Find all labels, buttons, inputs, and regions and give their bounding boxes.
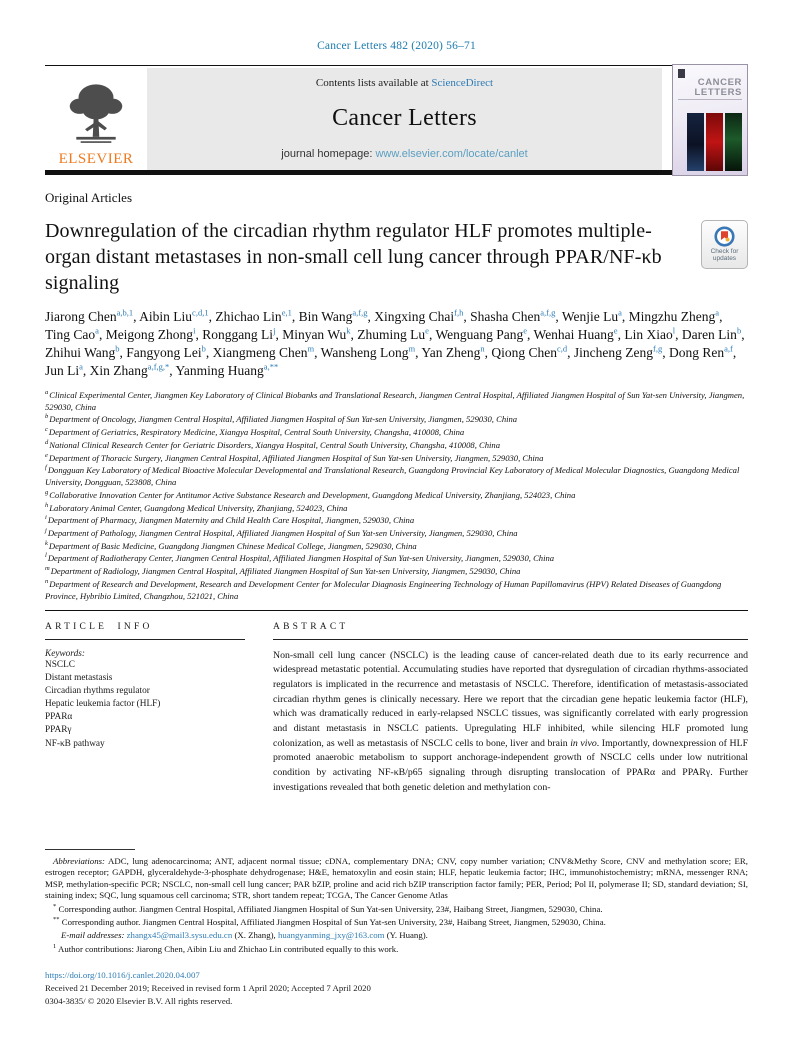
keyword-item <box>45 659 245 672</box>
author-affiliation-sup: m <box>307 343 315 354</box>
affiliation-line <box>45 578 748 603</box>
author-name: Dong Ren <box>668 345 725 361</box>
affiliation-line <box>45 489 748 502</box>
author-separator: , <box>205 345 213 361</box>
author <box>106 327 203 342</box>
author-name: Jincheng Zeng <box>573 345 653 361</box>
author <box>45 345 126 360</box>
author-affiliation-sup: k <box>346 325 351 336</box>
author-separator: , <box>367 309 375 325</box>
author-separator: , <box>119 345 127 361</box>
abstract-part2: . Importantly, downexpression of HLF promoted anaerobic metabolism to support anchorage-independent growth of NSCLC cells under low nutritional condition by activating NF-κB/p65 signaling through disrupting translocation of PPARα and PPARγ. Further investigations revealed that both genetic deletion and methylation con- <box>273 737 749 793</box>
author <box>126 345 212 360</box>
affiliation-line <box>45 413 748 426</box>
author-name: Wansheng Long <box>320 345 409 361</box>
affiliation-text: Department of Pathology, Jiangmen Central Hospital, Affiliated Jiangmen Hospital of Sun Yat-sen University, Jiangmen, 529030, China <box>47 527 518 538</box>
sciencedirect-link[interactable]: ScienceDirect <box>431 77 494 89</box>
cover-title <box>678 78 742 100</box>
author <box>176 363 279 378</box>
affiliation-line <box>45 540 748 553</box>
crossmark-icon <box>714 226 735 247</box>
affiliation-text: Clinical Experimental Center, Jiangmen Key Laboratory of Clinical Biobanks and Translational Research, Jiangmen Central Hospital, Affiliated Jiangmen Hospital of Sun Yat-sen University, Jiangmen, 529030, China <box>45 389 745 412</box>
affiliation-text: Department of Research and Development, Research and Development Center for Molecular Diagnosis Engineering Technology of Human Papillomavirus (HPV) Related Diseases of Guangdong Province, Hybribio Limited, Changzhou, 521021, China <box>45 578 722 601</box>
author-name: Aibin Liu <box>139 309 193 325</box>
affiliation-text: Department of Thoracic Surgery, Jiangmen Central Hospital, Affiliated Jiangmen Hospital of Sun Yat-sen University, Jiangmen, 529030, China <box>48 452 544 463</box>
author-separator: , <box>662 345 669 361</box>
doi-link[interactable]: https://doi.org/10.1016/j.canlet.2020.04.007 <box>45 970 200 981</box>
affiliation-sup: h <box>45 501 49 509</box>
author-separator: , <box>484 345 492 361</box>
author <box>357 327 435 342</box>
author-name: Yanming Huang <box>175 363 264 379</box>
author <box>682 327 745 342</box>
affiliation-line <box>45 389 748 414</box>
author-name: Xiangmeng Chen <box>212 345 308 361</box>
author-separator: , <box>208 309 216 325</box>
author-name: Xingxing Chai <box>374 309 455 325</box>
author-name: Ting Cao <box>45 327 96 343</box>
author-affiliation-sup: a <box>618 307 622 318</box>
corresponding-author-1 <box>45 903 748 916</box>
abstract-column <box>273 611 748 823</box>
cover-panel-blue <box>687 113 704 171</box>
author <box>45 309 139 324</box>
check-updates-label <box>711 248 739 263</box>
author <box>90 363 176 378</box>
keyword-item <box>45 672 245 685</box>
homepage-line <box>281 148 527 160</box>
section-label: Original Articles <box>45 189 133 205</box>
affiliation-sup: a <box>45 388 49 396</box>
author <box>491 345 574 360</box>
title-block <box>45 218 748 297</box>
article-title: Downregulation of the circadian rhythm regulator HLF promotes multiple-organ distant metastases in non-small cell lung cancer through PPAR/NF-κb signaling <box>45 219 662 295</box>
author-name: Yan Zheng <box>421 345 481 361</box>
author-affiliation-sup: e <box>613 325 618 336</box>
author-separator: , <box>719 309 723 325</box>
abstract-rule <box>273 639 748 640</box>
affiliation-sup: k <box>45 539 48 547</box>
author-name: Xin Zhang <box>89 363 148 379</box>
abstract-paragraph <box>273 649 748 796</box>
keywords-list <box>45 659 245 751</box>
email-link-zhang[interactable]: zhangx45@mail3.sysu.edu.cn <box>126 930 233 940</box>
affiliation-text: Dongguan Key Laboratory of Medical Bioactive Molecular Developmental and Translational Research, Guangdong Provincial Key Laboratory of Medical Molecular Diagnostics, Guangdong Medical University, Dongguan, 523808, China <box>45 465 740 488</box>
author-affiliation-sup: n <box>480 343 485 354</box>
elsevier-tree-icon <box>60 80 132 150</box>
affiliation-line <box>45 426 748 439</box>
keyword-item <box>45 711 245 724</box>
author-affiliation-sup: a,f,g <box>540 307 556 318</box>
check-updates-line1: Check for <box>710 247 739 255</box>
corresponding2-marker: ** <box>53 916 60 924</box>
author-affiliation-sup: c,d,1 <box>192 307 209 318</box>
article-info-rule <box>45 639 245 640</box>
article-info-column <box>45 611 245 823</box>
affiliation-sup: b <box>45 413 49 421</box>
keyword-text: Hepatic leukemia factor (HLF) <box>45 699 161 710</box>
author-affiliation-sup: c,d <box>556 343 568 354</box>
author-separator: , <box>463 309 471 325</box>
author-name: Fangyong Lei <box>126 345 202 361</box>
author-affiliation-sup: a <box>79 361 83 372</box>
author-affiliation-sup: a,f,g,* <box>147 361 170 372</box>
author-list <box>45 308 748 380</box>
author-affiliation-sup: l <box>672 325 676 336</box>
author-separator: , <box>350 327 358 343</box>
banner-bottom-bar <box>45 170 748 175</box>
abstract-italic-phrase: in vivo <box>570 737 597 749</box>
keyword-text: NF-κB pathway <box>45 738 105 749</box>
author-name: Wenjie Lu <box>561 309 619 325</box>
author <box>374 309 470 324</box>
author <box>299 309 375 324</box>
check-for-updates-button[interactable] <box>701 220 748 269</box>
author-name: Ronggang Li <box>202 327 274 343</box>
author <box>574 345 669 360</box>
elsevier-wordmark: ELSEVIER <box>58 151 134 167</box>
author <box>669 345 736 360</box>
author-separator: , <box>621 309 629 325</box>
article-info-header: ARTICLE INFO <box>45 621 153 632</box>
author-separator: , <box>291 309 299 325</box>
author-name: Wenguang Pang <box>435 327 524 343</box>
author <box>202 327 282 342</box>
affiliation-line <box>45 452 748 465</box>
affiliation-text: Department of Pharmacy, Jiangmen Maternity and Child Health Care Hospital, Jiangmen, 529030, China <box>47 515 415 526</box>
banner-center <box>147 68 662 170</box>
cover-panel-red <box>706 113 723 171</box>
author-affiliation-sup: e <box>523 325 528 336</box>
author-separator: , <box>428 327 436 343</box>
author-name: Minyan Wu <box>282 327 347 343</box>
author-affiliation-sup: b <box>201 343 206 354</box>
author-separator: , <box>732 345 737 361</box>
author-affiliation-sup: f,h <box>454 307 464 318</box>
author-name: Lin Xiao <box>624 327 673 343</box>
author-affiliation-sup: j <box>273 325 276 336</box>
footnote-separator <box>45 849 135 850</box>
author-contributions-footnote <box>45 943 748 956</box>
keyword-text: Circadian rhythms regulator <box>45 685 150 696</box>
keyword-item <box>45 724 245 737</box>
homepage-label: journal homepage: <box>281 148 373 160</box>
author-affiliation-sup: e <box>425 325 429 336</box>
author-affiliation-sup: a <box>715 307 720 318</box>
check-updates-line2: updates <box>712 255 737 262</box>
author-separator: , <box>98 327 106 343</box>
author <box>282 327 357 342</box>
keyword-text: PPARα <box>45 712 73 723</box>
corresponding2-text: Corresponding author. Jiangmen Central Hospital, Affiliated Jiangmen Hospital of Sun Yat-sen University, 23#, Haibang Street, Jiangmen, 529030, China. <box>59 917 606 928</box>
affiliation-text: National Clinical Research Center for Geriatric Disorders, Xiangya Hospital, Central South University, Changsha, 410008, China <box>49 439 501 450</box>
affiliation-sup: j <box>45 527 47 535</box>
author-separator: , <box>741 327 745 343</box>
author-affiliation-sup: e,1 <box>281 307 292 318</box>
author-name: Zhihui Wang <box>45 345 116 361</box>
journal-citation: Cancer Letters 482 (2020) 56–71 <box>317 40 476 52</box>
elsevier-logo <box>45 68 147 170</box>
info-abstract-section <box>45 611 748 823</box>
author-affiliation-sup: b <box>115 343 120 354</box>
author-name: Bin Wang <box>298 309 353 325</box>
email-link-huang[interactable]: huangyanming_jxy@163.com <box>277 930 385 940</box>
author <box>139 309 215 324</box>
keyword-text: Distant metastasis <box>45 672 113 683</box>
abbreviations-footnote <box>45 856 748 902</box>
author-name: Zhichao Lin <box>215 309 282 325</box>
affiliation-sup: e <box>45 451 48 459</box>
author <box>534 327 625 342</box>
affiliation-line <box>45 527 748 540</box>
author <box>215 309 298 324</box>
author-separator: , <box>415 345 422 361</box>
keyword-text: PPARγ <box>45 725 72 736</box>
email-addresses-line <box>45 930 748 942</box>
author-separator: , <box>527 327 534 343</box>
affiliation-sup: c <box>45 426 48 434</box>
author <box>321 345 422 360</box>
cover-art-panels <box>678 113 742 171</box>
affiliation-text: Department of Geriatrics, Respiratory Medicine, Xiangya Hospital, Central South University, Changsha, 410008, China <box>48 427 465 438</box>
abbreviations-text: ADC, lung adenocarcinoma; ANT, adjacent normal tissue; cDNA, complementary DNA; CNV, copy number variation; CNV&Methy Score, CNV and methylation score; ER, estrogen receptor; GAPDH, glyceraldehyde-3-phosphate dehydrogenase; H&E, hematoxylin and eosin stain; HLF, hepatic leukemia factor; IHC, immunohistochemistry; mRNA, messenger RNA; MSP, methylation-specific PCR; NSCLC, non-small cell lung cancer; PAR bZIP, proline and acid rich bZIP transcription factor family; PER, Period; Pol II, polymerase II; SD, standard deviation; SI, staining index; SQC, lung squamous cell carcinoma; STR, short tandem repeat; TCGA, The Cancer Genome Atlas <box>45 855 748 901</box>
author-name: Zhuming Lu <box>357 327 426 343</box>
abbreviations-label: Abbreviations: <box>53 855 105 866</box>
author <box>629 309 723 324</box>
author-name: Meigong Zhong <box>105 327 194 343</box>
corresponding1-text: Corresponding author. Jiangmen Central Hospital, Affiliated Jiangmen Hospital of Sun Yat-sen University, 23#, Haibang Street, Jiangmen, 529030, China. <box>56 903 603 914</box>
author <box>421 345 491 360</box>
affiliation-line <box>45 552 748 565</box>
keywords-label: Keywords: <box>45 648 85 659</box>
author <box>470 309 562 324</box>
contributions-text: Author contributions: Jiarong Chen, Aibin Liu and Zhichao Lin contributed equally to this work. <box>56 943 399 954</box>
affiliation-line <box>45 439 748 452</box>
affiliation-line <box>45 514 748 527</box>
affiliation-sup: l <box>45 552 47 560</box>
affiliation-sup: d <box>45 438 49 446</box>
affiliation-line <box>45 502 748 515</box>
author-affiliation-sup: a,f <box>724 343 733 354</box>
affiliation-text: Department of Radiotherapy Center, Jiangmen Central Hospital, Affiliated Jiangmen Hospital of Sun Yat-sen University, Jiangmen, 529030, China <box>47 553 555 564</box>
footnote-block <box>45 849 748 956</box>
keyword-item <box>45 738 245 751</box>
cover-title-line2: LETTERS <box>694 86 742 98</box>
author-separator: , <box>195 327 203 343</box>
email2-owner: (Y. Huang). <box>384 930 428 940</box>
author-name: Jun Li <box>45 363 80 379</box>
author <box>45 327 106 342</box>
author-name: Qiong Chen <box>491 345 557 361</box>
affiliation-text: Laboratory Animal Center, Guangdong Medical University, Zhanjiang, 524023, China <box>49 502 348 513</box>
author-separator: , <box>617 327 625 343</box>
copyright-line: 0304-3835/ © 2020 Elsevier B.V. All rights reserved. <box>45 995 233 1006</box>
affiliation-text: Department of Basic Medicine, Guangdong Jiangmen Chinese Medical College, Jiangmen, 529030, China <box>48 540 417 551</box>
footer-block <box>45 969 748 1007</box>
author <box>213 345 321 360</box>
affiliation-sup: m <box>45 565 50 573</box>
author-separator: , <box>169 363 176 379</box>
email1-owner: (X. Zhang), <box>232 930 278 940</box>
keyword-item <box>45 685 245 698</box>
author <box>45 363 90 378</box>
keyword-item <box>45 698 245 711</box>
homepage-link[interactable]: www.elsevier.com/locate/canlet <box>375 148 528 160</box>
author <box>562 309 629 324</box>
affiliation-list <box>45 389 748 603</box>
abstract-part1: Non-small cell lung cancer (NSCLC) is the leading cause of cancer-related death due to its early recurrence and widespread metastatic potential. Accumulating studies have reported that dysregulation of circadian rhythms-associated regulators is implicated in the recurrence and metastasis of NSCLC. Therefore, identification of metastasis-associated circadian rhythm genes is clinically necessary. Here we report that the circadian gene hepatic leukemia factor (HLF), which was dramatically reduced in early-relapsed NSCLC tissues, was significantly correlated with early progression and distant metastasis in NSCLC patients. Upregulating HLF inhibited, while silencing HLF promoted lung colonization, as well as metastasis of NSCLC cells to bone, liver and brain <box>273 649 748 749</box>
author-separator: , <box>82 363 90 379</box>
journal-cover-thumbnail <box>672 64 748 176</box>
contributions-marker: 1 <box>53 942 57 950</box>
author-separator: , <box>275 327 283 343</box>
affiliation-sup: f <box>45 464 47 472</box>
author-separator: , <box>555 309 562 325</box>
affiliation-text: Department of Oncology, Jiangmen Central Hospital, Affiliated Jiangmen Hospital of Sun Yat-sen University, Jiangmen, 529030, China <box>49 414 518 425</box>
author-affiliation-sup: i <box>193 325 196 336</box>
author-name: Jiarong Chen <box>45 309 117 325</box>
author-separator: , <box>133 309 140 325</box>
contents-text: Contents lists available at <box>315 77 429 89</box>
author-affiliation-sup: m <box>408 343 416 354</box>
cover-logo-icon <box>678 69 685 78</box>
contents-line <box>316 77 493 89</box>
author-affiliation-sup: a,** <box>263 361 279 372</box>
abstract-header: ABSTRACT <box>273 621 349 632</box>
author <box>435 327 533 342</box>
affiliation-sup: g <box>45 488 49 496</box>
affiliation-text: Department of Radiology, Jiangmen Central Hospital, Affiliated Jiangmen Hospital of Sun Yat-sen University, Jiangmen, 529030, China <box>50 566 521 577</box>
author-name: Shasha Chen <box>470 309 541 325</box>
email-label: E-mail addresses: <box>61 930 125 940</box>
author-separator: , <box>675 327 682 343</box>
affiliation-sup: i <box>45 514 47 522</box>
author-affiliation-sup: a <box>95 325 99 336</box>
author-name: Daren Lin <box>681 327 737 343</box>
affiliation-line <box>45 464 748 489</box>
author <box>624 327 682 342</box>
author-separator: , <box>314 345 321 361</box>
author-affiliation-sup: a,b,1 <box>116 307 134 318</box>
top-rule <box>45 65 748 66</box>
author-name: Mingzhu Zheng <box>628 309 716 325</box>
author-separator: , <box>567 345 574 361</box>
keyword-text: NSCLC <box>45 659 75 670</box>
affiliation-line <box>45 565 748 578</box>
author-affiliation-sup: a,f,g <box>352 307 368 318</box>
received-dates: Received 21 December 2019; Received in revised form 1 April 2020; Accepted 7 April 2020 <box>45 982 371 993</box>
journal-banner <box>45 68 748 170</box>
cover-title-line1: CANCER <box>697 77 742 88</box>
corresponding-author-2 <box>45 916 748 929</box>
affiliation-sup: n <box>45 577 49 585</box>
corresponding1-marker: * <box>53 902 57 910</box>
cover-panel-green <box>725 113 742 171</box>
author-name: Wenhai Huang <box>533 327 614 343</box>
journal-title: Cancer Letters <box>332 105 477 131</box>
author-affiliation-sup: f,g <box>652 343 663 354</box>
affiliation-text: Collaborative Innovation Center for Antitumor Active Substance Research and Development, Guangdong Medical University, Zhanjiang, 524023, China <box>49 489 576 500</box>
author-affiliation-sup: b <box>736 325 742 336</box>
